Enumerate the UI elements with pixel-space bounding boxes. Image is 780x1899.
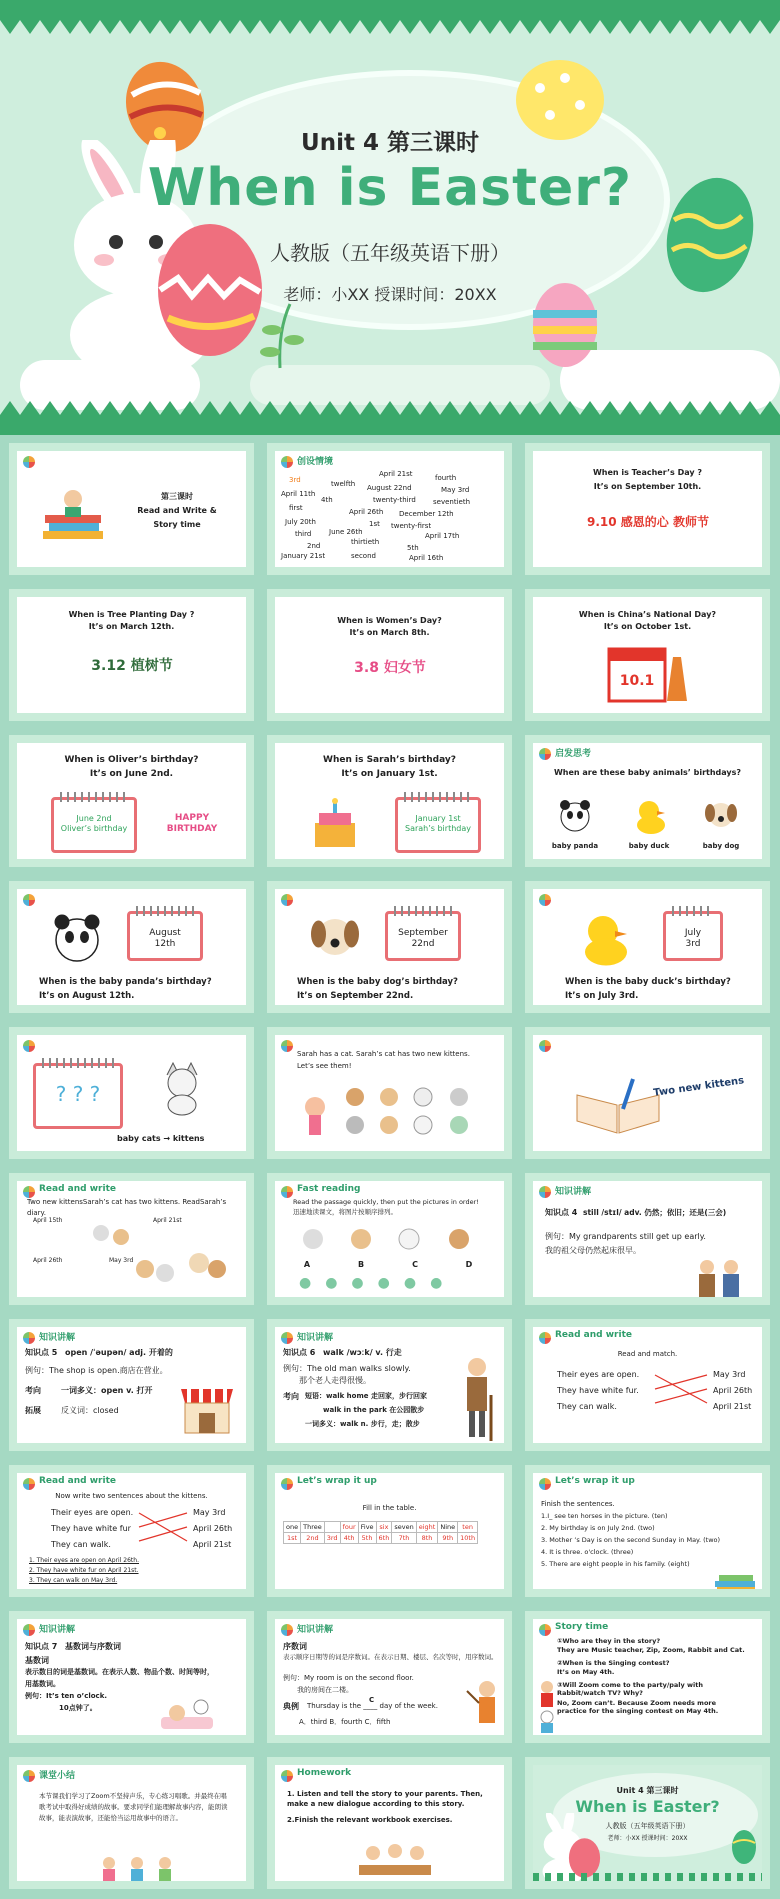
table-cell: four — [340, 1522, 358, 1533]
characters-icon — [537, 1679, 557, 1735]
answer-line: 2. They have white fur on April 21st. — [29, 1567, 139, 1574]
zigzag-bottom-border — [0, 401, 780, 435]
table-cell: 8th — [416, 1533, 438, 1544]
slide-header: Let’s wrap it up — [555, 1476, 635, 1486]
slide-thumbnail-25[interactable] — [9, 1611, 254, 1743]
table-cell: 3rd — [324, 1533, 340, 1544]
phrase-line: 短语：walk home 走回家，步行回家 — [305, 1392, 427, 1400]
question-marks-icon: ? ? ? — [55, 1082, 101, 1106]
sentence-line: 5. There are eight people in his family. (eight) — [541, 1560, 690, 1568]
story-question: ①Who are they in the story? — [557, 1637, 661, 1645]
exercise-options: A．third B．fourth C．fifth — [299, 1718, 391, 1726]
books-icon — [713, 1569, 757, 1593]
table-row — [284, 1533, 478, 1544]
kittens-diary-icon — [87, 1223, 237, 1293]
slide-thumbnail-2[interactable] — [267, 443, 512, 575]
logo-icon — [539, 1624, 551, 1636]
word: thirtieth — [351, 538, 380, 546]
slide-header: 知识讲解 — [555, 1187, 592, 1197]
book-caption: Two new kittens — [652, 1075, 745, 1099]
slide-header: 知识讲解 — [39, 1625, 76, 1635]
slide-header: 创设情境 — [297, 457, 334, 467]
zigzag-top-border — [0, 0, 780, 34]
mini-teacher-info: 老师：小XX 授课时间：20XX — [607, 1835, 688, 1842]
slide-question: When is Tree Planting Day ? — [68, 610, 195, 619]
diary-date: April 15th — [33, 1217, 63, 1224]
slide-thumbnail-7[interactable] — [9, 735, 254, 867]
slide-line: 基数词 — [25, 1656, 49, 1665]
table-cell: 9th — [438, 1533, 458, 1544]
table-cell: eight — [416, 1522, 438, 1533]
page-title: When is Easter? — [147, 158, 633, 218]
slide-header: Read and write — [39, 1476, 116, 1486]
table-cell: Nine — [438, 1522, 458, 1533]
slide-thumbnail-13[interactable] — [9, 1027, 254, 1159]
slide-question: When is Teacher’s Day ? — [592, 468, 703, 477]
table-cell: 6th — [376, 1533, 392, 1544]
diary-date: April 21st — [153, 1217, 182, 1224]
leaves-icon — [250, 300, 310, 370]
birthday-cake-image: HAPPY BIRTHDAY — [166, 813, 218, 834]
calendar-date: June 2nd — [76, 814, 112, 823]
word: January 21st — [281, 552, 326, 560]
test-focus-text: 一词多义：open v. 打开 — [61, 1386, 153, 1395]
match-left: They have white fur — [51, 1524, 131, 1533]
example-translation: 我的祖父母仍然起床很早。 — [545, 1246, 641, 1255]
calendar-month: September — [398, 928, 448, 938]
mini-title: When is Easter? — [575, 1797, 720, 1816]
slide-answer: It’s on October 1st. — [603, 622, 692, 631]
calendar-card — [51, 797, 137, 853]
tree-planting-image: 3.12 植树节 — [91, 658, 173, 674]
slide-header: 知识讲解 — [39, 1333, 76, 1343]
slide-answer: It’s on September 22nd. — [297, 991, 414, 1001]
calendar-month: July — [684, 928, 702, 938]
match-right: April 26th — [193, 1524, 233, 1533]
story-answer: No, Zoom can’t. Because Zoom needs more practice for the singing contest on May 4th. — [557, 1699, 719, 1715]
word: 4th — [321, 496, 333, 504]
slide-question: When is Sarah’s birthday? — [323, 755, 456, 765]
unit-heading: Unit 4 第三课时 — [616, 1786, 679, 1795]
national-day-date: 10.1 — [619, 673, 655, 689]
slide-thumbnail-27[interactable] — [525, 1611, 770, 1743]
slide-question: When is China’s National Day? — [578, 610, 717, 619]
logo-icon — [23, 456, 35, 468]
word: 1st — [369, 520, 380, 528]
logo-icon — [281, 1770, 293, 1782]
paw-prints-icon: ●●●●●● — [299, 1275, 457, 1291]
word: May 3rd — [441, 486, 470, 494]
panda-icon — [555, 795, 595, 835]
word: twenty-third — [373, 496, 416, 504]
cake-icon — [305, 797, 365, 853]
word: 3rd — [289, 476, 301, 484]
slide-question: When is Oliver’s birthday? — [64, 755, 199, 765]
vocab-entry: open /ˈəupən/ adj. 开着的 — [65, 1348, 173, 1357]
slide-thumbnail-20[interactable] — [267, 1319, 512, 1451]
logo-icon — [281, 1186, 293, 1198]
subtitle: 人教版（五年级英语下册） — [270, 241, 510, 265]
calendar-day: 22nd — [411, 939, 435, 949]
logo-icon — [23, 894, 35, 906]
example-sentence: 例句：The shop is open.商店在营业。 — [25, 1366, 168, 1375]
slide-subheading: Read and match. — [617, 1350, 678, 1358]
calendar-date: January 1st — [415, 814, 461, 823]
reading-kids-icon — [37, 481, 117, 541]
story-question: ②When is the Singing contest? — [557, 1659, 670, 1667]
slide-thumbnail-11[interactable] — [267, 881, 512, 1013]
slide-header: Fast reading — [297, 1184, 361, 1194]
slide-thumbnail-12[interactable] — [525, 881, 770, 1013]
logo-icon — [281, 894, 293, 906]
zigzag-bottom-border — [533, 1873, 762, 1881]
slide-header: Read and write — [39, 1184, 116, 1194]
slide-thumbnail-28[interactable] — [9, 1757, 254, 1889]
word: April 26th — [349, 508, 384, 516]
logo-icon — [23, 1332, 35, 1344]
knowledge-point: 知识点 6 — [283, 1348, 316, 1357]
word: 2nd — [307, 542, 321, 550]
slide-line: 迅速地读课文，将图片按顺序排列。 — [293, 1208, 397, 1216]
word: fourth — [435, 474, 457, 482]
table-cell: 4th — [340, 1533, 358, 1544]
logo-icon — [281, 1624, 293, 1636]
shop-icon — [177, 1383, 237, 1437]
calendar-card — [385, 911, 461, 961]
slide-answer: It’s on March 12th. — [88, 622, 175, 631]
answer-line: 3. They can walk on May 3rd. — [29, 1577, 118, 1584]
logo-icon — [23, 1478, 35, 1490]
slide-line: Story time — [153, 520, 201, 529]
calendar-card — [395, 797, 481, 853]
calendar-caption: Oliver’s birthday — [60, 824, 128, 833]
slide-thumbnail-29[interactable] — [267, 1757, 512, 1889]
table-row — [284, 1522, 478, 1533]
calendar-day: 12th — [154, 939, 176, 949]
word: April 16th — [409, 554, 444, 562]
option-letter: B — [357, 1260, 365, 1269]
slide-line: 表示顺序日期等的词是序数词。在表示日期、楼层、名次等时，用序数词。 — [283, 1653, 498, 1661]
match-right: April 21st — [193, 1540, 232, 1549]
slide-thumbnail-21[interactable] — [525, 1319, 770, 1451]
kitten-pictures-icon — [289, 1221, 489, 1257]
logo-icon — [281, 1332, 293, 1344]
table-cell: 5th — [358, 1533, 376, 1544]
slide-intro: Finish the sentences. — [541, 1500, 615, 1508]
slide-thumbnail-23[interactable] — [267, 1465, 512, 1597]
logo-icon — [23, 1040, 35, 1052]
extension-text: 反义词：closed — [61, 1406, 119, 1415]
cloud — [250, 365, 550, 405]
option-letter: C — [412, 1260, 418, 1269]
sentence-line: 3. Mother ’s Day is on the second Sunday in May. (two) — [541, 1536, 721, 1544]
word: twenty-first — [391, 522, 432, 530]
table-cell: 10th — [458, 1533, 478, 1544]
dog-icon — [305, 907, 365, 967]
knowledge-point: 知识点 7 — [25, 1642, 58, 1651]
word: July 20th — [285, 518, 316, 526]
vocab-entry: still /stɪl/ adv. 仍然；依旧；还是(三会) — [583, 1208, 727, 1217]
sentence-line: 4. It is three. o'clock. (three) — [541, 1548, 634, 1556]
slide-question: When is the baby duck’s birthday? — [565, 977, 731, 987]
slide-question: When is the baby dog’s birthday? — [297, 977, 458, 987]
number-table — [283, 1521, 478, 1544]
calendar-card — [33, 1063, 123, 1129]
match-left: Their eyes are open. — [557, 1370, 640, 1379]
word: December 12th — [399, 510, 454, 518]
kitten-icon — [157, 1061, 207, 1117]
logo-icon — [23, 1770, 35, 1782]
slide-line: Let’s see them! — [297, 1062, 352, 1070]
slide-thumbnail-3[interactable] — [525, 443, 770, 575]
sentence-line: 1.I_ see ten horses in the picture. (ten) — [541, 1512, 668, 1520]
answer-line: 1. Their eyes are open on April 26th. — [29, 1557, 139, 1564]
slide-thumbnail-5[interactable] — [267, 589, 512, 721]
sentence-line: 2. My birthday is on July 2nd. (two) — [541, 1524, 655, 1532]
slide-thumbnail-14[interactable] — [267, 1027, 512, 1159]
kittens-caption: baby cats → kittens — [117, 1134, 205, 1143]
diary-date: May 3rd — [109, 1257, 134, 1264]
logo-icon — [539, 1332, 551, 1344]
phrase-line: walk in the park 在公园散步 — [323, 1406, 425, 1414]
slide-line: Read and Write & — [137, 506, 217, 515]
mini-subtitle: 人教版（五年级英语下册） — [605, 1822, 690, 1830]
logo-icon — [539, 1040, 551, 1052]
vocab-entry: 基数词与序数词 — [65, 1642, 121, 1651]
match-right: April 21st — [713, 1402, 752, 1411]
family-icon — [355, 1841, 435, 1881]
duck-icon — [629, 795, 669, 835]
slide-question: When are these baby animals’ birthdays? — [553, 768, 742, 777]
match-left: They can walk. — [51, 1540, 111, 1549]
logo-icon — [281, 1478, 293, 1490]
typical-example-label: 典例 — [283, 1702, 299, 1711]
slide-header: 知识讲解 — [297, 1625, 334, 1635]
slide-thumbnail-19[interactable] — [9, 1319, 254, 1451]
match-left: They can walk. — [557, 1402, 617, 1411]
slide-header: Read and write — [555, 1330, 632, 1340]
test-focus-label: 考向 — [283, 1392, 299, 1401]
slide-subheading: Two new kittensSarah’s cat has two kittens. ReadSarah’s diary. — [27, 1198, 227, 1217]
phrase-line: 一词多义：walk n. 步行，走；散步 — [305, 1420, 420, 1428]
match-left: They have white fur. — [557, 1386, 639, 1395]
example-translation: 那个老人走得很慢。 — [299, 1376, 371, 1385]
calendar-card — [127, 911, 203, 961]
womens-day-image: 3.8 妇女节 — [354, 660, 426, 676]
teacher-pointing-icon — [465, 1679, 505, 1735]
match-lines — [651, 1371, 711, 1407]
diary-date: April 26th — [33, 1257, 63, 1264]
match-right: May 3rd — [193, 1508, 226, 1517]
slide-header: Let’s wrap it up — [297, 1476, 377, 1486]
hero-cover-slide — [0, 0, 780, 435]
table-cell: Five — [358, 1522, 376, 1533]
slide-answer: It’s on January 1st. — [341, 769, 438, 779]
slide-thumbnail-26[interactable] — [267, 1611, 512, 1743]
example-translation: 10点钟了。 — [59, 1704, 97, 1712]
word: June 26th — [329, 528, 363, 536]
slide-answer: It’s on September 10th. — [593, 482, 702, 491]
slide-line: Sarah has a cat. Sarah’s cat has two new kittens. — [297, 1050, 470, 1058]
panda-icon — [47, 907, 107, 967]
logo-icon — [539, 1186, 551, 1198]
exercise-answer: C — [369, 1696, 375, 1704]
slide-answer: It’s on July 3rd. — [565, 991, 639, 1001]
sleeping-baby-icon — [157, 1697, 217, 1733]
logo-icon — [539, 1478, 551, 1490]
teachers-day-image: 9.10 感恩的心 教师节 — [587, 515, 709, 529]
slide-thumbnail-10[interactable] — [9, 881, 254, 1013]
slide-thumbnail-8[interactable] — [267, 735, 512, 867]
word: 5th — [407, 544, 419, 552]
option-letter: D — [465, 1260, 473, 1269]
table-cell — [324, 1522, 340, 1533]
word: second — [351, 552, 376, 560]
word: twelfth — [331, 480, 356, 488]
slide-answer: It’s on March 8th. — [349, 628, 430, 637]
slide-thumbnail-15[interactable] — [525, 1027, 770, 1159]
homework-line: 2.Finish the relevant workbook exercises. — [287, 1816, 453, 1824]
slide-header: Homework — [297, 1768, 352, 1778]
open-book-icon — [573, 1075, 663, 1135]
teacher-info: 老师：小XX 授课时间：20XX — [283, 285, 497, 304]
table-cell: six — [376, 1522, 392, 1533]
table-cell: one — [284, 1522, 301, 1533]
calendar-card — [663, 911, 723, 961]
animal-label: baby duck — [628, 842, 670, 850]
children-icon — [97, 1855, 177, 1885]
slide-thumbnail-4[interactable] — [9, 589, 254, 721]
calendar-month: August — [149, 928, 181, 938]
example-translation: 我的房间在二楼。 — [297, 1686, 353, 1694]
word: first — [289, 504, 303, 512]
slide-header: 课堂小结 — [39, 1771, 76, 1781]
test-focus-label: 考向 — [25, 1386, 41, 1395]
match-lines — [135, 1509, 191, 1545]
slide-header: 知识讲解 — [297, 1333, 334, 1343]
table-cell: 2nd — [301, 1533, 325, 1544]
calendar-caption: Sarah’s birthday — [404, 824, 471, 833]
slide-subheading: Fill in the table. — [362, 1504, 417, 1512]
slide-thumbnail-16[interactable] — [9, 1173, 254, 1305]
match-right: April 26th — [713, 1386, 753, 1395]
slide-thumbnail-30[interactable] — [525, 1757, 770, 1889]
kittens-group-icon — [295, 1079, 495, 1145]
slide-thumbnail-1[interactable] — [9, 443, 254, 575]
knowledge-point: 知识点 5 — [25, 1348, 58, 1357]
slide-thumbnail-18[interactable] — [525, 1173, 770, 1305]
slide-line: 表示数目的词是基数词。在表示人数、物品个数、时间等时， — [25, 1668, 214, 1676]
exercise-question: Thursday is the ____ day of the week. — [307, 1702, 438, 1710]
table-cell: 7th — [392, 1533, 416, 1544]
story-answer: They are Music teacher, Zip, Zoom, Rabbit and Cat. — [557, 1646, 745, 1654]
animal-label: baby dog — [702, 842, 740, 850]
slide-line: 用基数词。 — [25, 1680, 60, 1688]
slide-subheading: Now write two sentences about the kittens. — [55, 1492, 208, 1500]
grandparents-icon — [689, 1257, 749, 1301]
calendar-day: 3rd — [685, 939, 701, 949]
vocab-entry: walk /wɔːk/ v. 行走 — [323, 1348, 402, 1357]
slide-question: When is the baby panda’s birthday? — [39, 977, 212, 987]
green-egg-icon — [729, 1827, 759, 1867]
word: April 21st — [379, 470, 413, 478]
table-cell: ten — [458, 1522, 478, 1533]
logo-icon — [23, 1624, 35, 1636]
knowledge-point: 知识点 4 — [545, 1208, 578, 1217]
word: April 11th — [281, 490, 316, 498]
homework-line: 1. Listen and tell the story to your parents. Then, make a new dialogue according to this story. — [287, 1790, 483, 1808]
slide-answer: It’s on June 2nd. — [89, 769, 174, 779]
option-letter: A — [303, 1260, 311, 1269]
slide-question: When is Women’s Day? — [337, 616, 442, 625]
slide-thumbnail-6[interactable] — [525, 589, 770, 721]
slide-line: Read the passage quickly, then put the pictures in order! — [293, 1198, 479, 1206]
match-left: Their eyes are open. — [51, 1508, 134, 1517]
slide-thumbnail-17[interactable] — [267, 1173, 512, 1305]
unit-heading: Unit 4 第三课时 — [301, 130, 479, 156]
example-sentence: 例句：My grandparents still get up early. — [545, 1232, 706, 1241]
logo-icon — [539, 748, 551, 760]
slide-header: 启发思考 — [555, 749, 592, 759]
word: August 22nd — [367, 484, 412, 492]
word: April 17th — [425, 532, 460, 540]
slide-heading: 第三课时 — [161, 492, 193, 501]
example-sentence: 例句：The old man walks slowly. — [283, 1364, 411, 1373]
story-answer: It’s on May 4th. — [557, 1668, 615, 1676]
table-cell: seven — [392, 1522, 416, 1533]
example-sentence: 例句：My room is on the second floor. — [283, 1674, 414, 1682]
example-sentence: 例句：It’s ten o’clock. — [25, 1692, 108, 1700]
slide-thumbnail-22[interactable] — [9, 1465, 254, 1597]
word: third — [295, 530, 312, 538]
slide-thumbnail-24[interactable] — [525, 1465, 770, 1597]
dog-icon — [701, 795, 741, 835]
logo-icon — [539, 894, 551, 906]
match-right: May 3rd — [713, 1370, 746, 1379]
table-cell: Three — [301, 1522, 325, 1533]
old-man-walking-icon — [455, 1355, 501, 1445]
slide-line: 序数词 — [283, 1642, 307, 1651]
slide-answer: It’s on August 12th. — [39, 991, 135, 1001]
slide-header: Story time — [555, 1622, 609, 1632]
slide-thumbnail-9[interactable] — [525, 735, 770, 867]
logo-icon — [281, 1040, 293, 1052]
table-cell: 1st — [284, 1533, 301, 1544]
word: seventieth — [433, 498, 471, 506]
story-question: ③Will Zoom come to the party/paly with Rabbit/watch TV? Why? — [557, 1681, 704, 1697]
animal-label: baby panda — [551, 842, 599, 850]
duck-icon — [573, 907, 633, 967]
logo-icon — [281, 456, 293, 468]
summary-text: 本节课我们学习了Zoom不坚持声乐，专心练习唱歌。并最终在唱歌考试中取得好成绩的故事。要求同学们能理解故事内容，能朗读故事，能表演故事，还能恰当运用故事中的语言。 — [39, 1792, 228, 1822]
extension-label: 拓展 — [25, 1406, 41, 1415]
